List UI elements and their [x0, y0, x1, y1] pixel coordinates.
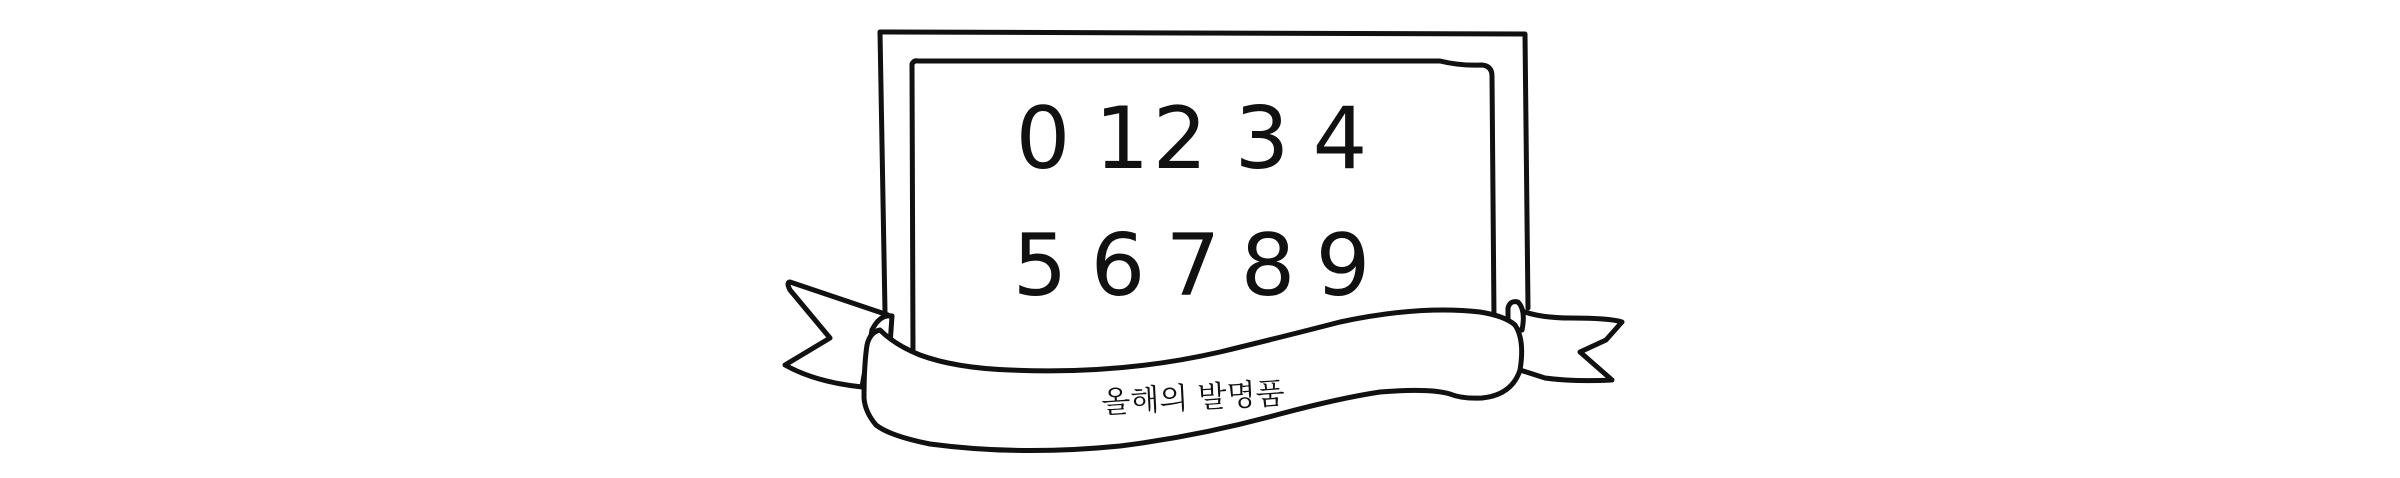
digit: 4 [1312, 89, 1368, 189]
digits-row-2 [1013, 216, 1371, 316]
banner-caption: 올해의 발명품 [1100, 376, 1286, 421]
digit: 5 [1012, 216, 1068, 316]
digits-row-1 [1016, 89, 1368, 189]
digit: 3 [1234, 89, 1290, 189]
digit: 0 [1015, 89, 1071, 189]
digit: 8 [1240, 216, 1296, 316]
digit: 6 [1090, 216, 1146, 316]
digit: 1 [1094, 89, 1150, 189]
digit: 7 [1165, 216, 1221, 316]
digit: 9 [1315, 216, 1371, 316]
ribbon-right-tail [1510, 305, 1622, 381]
digit: 2 [1152, 89, 1208, 189]
